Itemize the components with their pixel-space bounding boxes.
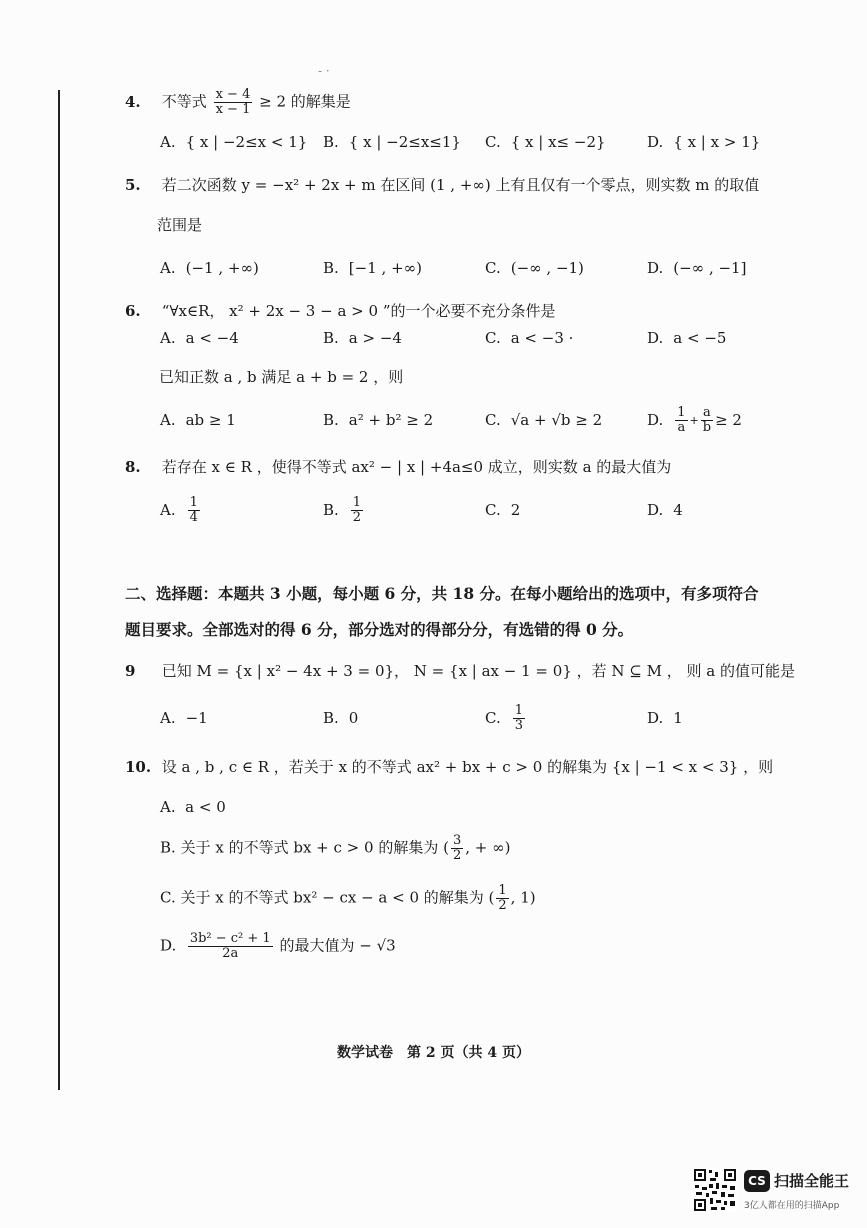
question-5-line2: 范围是 bbox=[157, 216, 203, 234]
question-4-options bbox=[160, 122, 777, 162]
fraction: $\frac{1}{2}$ bbox=[498, 883, 507, 913]
option-c[interactable]: C. { x | x≤ −2} bbox=[485, 133, 606, 151]
fraction: $\frac{1}{2}$ bbox=[352, 494, 362, 525]
option-d[interactable]: D. (−∞ , −1] bbox=[647, 259, 747, 277]
option-b[interactable]: B. { x | −2≤x≤1} bbox=[323, 133, 461, 151]
option-c[interactable]: C. 2 bbox=[485, 501, 521, 519]
page-footer: 数学试卷 第 2 页（共 4 页） bbox=[337, 1045, 530, 1061]
section-2-line2: 题目要求。全部选对的得 6 分，部分选对的得部分分，有选错的得 0 分。 bbox=[125, 620, 634, 639]
option-b[interactable]: B. a > −4 bbox=[323, 329, 402, 347]
question-9: 9 已知 M = {x | x² − 4x + 3 = 0}， N = {x | ax − 1 = 0} ，若 N ⊆ M ， 则 a 的值可能是 bbox=[125, 662, 795, 680]
option-d[interactable]: D. 1 bbox=[647, 709, 683, 727]
option-a[interactable]: A. $\frac{1}{4}$ bbox=[160, 494, 198, 525]
question-4: 4. 不等式 $\frac{x - 4}{x - 1}$ ≥ 2 的解集是 bbox=[125, 87, 351, 117]
fraction: $\frac{1}{3}$ bbox=[514, 702, 523, 733]
option-a[interactable]: A. ab ≥ 1 bbox=[160, 411, 236, 429]
option-c[interactable]: C. (−∞ , −1) bbox=[485, 259, 584, 277]
scanner-logo: CS bbox=[744, 1170, 770, 1192]
option-a[interactable]: A. a < −4 bbox=[160, 329, 239, 347]
scan-mark: - · bbox=[318, 64, 330, 78]
option-a[interactable]: A. { x | −2≤x < 1} bbox=[160, 133, 308, 151]
question-6: 6. “∀x∈R， x² + 2x − 3 − a > 0 ”的一个必要不充分条件是 bbox=[125, 302, 556, 320]
fraction: $\frac{a}{b}$ bbox=[702, 404, 712, 435]
question-6-options bbox=[160, 318, 777, 358]
option-c[interactable]: C. $\frac{1}{3}$ bbox=[485, 702, 523, 733]
option-c[interactable]: C. √a + √b ≥ 2 bbox=[485, 411, 603, 429]
option-b[interactable]: B. a² + b² ≥ 2 bbox=[323, 411, 434, 429]
section-2-line1: 二、选择题：本题共 3 小题，每小题 6 分，共 18 分。在每小题给出的选项中，有多项符合 bbox=[125, 584, 759, 603]
question-9-options bbox=[160, 698, 777, 738]
option-a[interactable]: A. −1 bbox=[160, 709, 208, 727]
scanner-tagline: 3亿人都在用的扫描App bbox=[744, 1201, 840, 1211]
question-10-option-a[interactable]: A. a < 0 bbox=[160, 798, 226, 816]
fraction: $\frac{1}{a}$ bbox=[677, 404, 686, 435]
option-c[interactable]: C. a < −3 · bbox=[485, 329, 574, 347]
question-7: 已知正数 a , b 满足 a + b = 2 ，则 bbox=[159, 368, 404, 386]
question-10-option-c[interactable]: C. 关于 x 的不等式 bx² − cx − a < 0 的解集为 ( $\frac{1}{2}$ , 1) bbox=[160, 883, 536, 913]
question-10-option-d[interactable]: D. $\frac{\text{3b² − c² + 1}}{2a}$ 的最大值为 − √3 bbox=[160, 931, 396, 961]
option-b[interactable]: B. 0 bbox=[323, 709, 359, 727]
question-7-options bbox=[160, 400, 777, 440]
question-8-options bbox=[160, 490, 777, 530]
scanner-name: 扫描全能王 bbox=[774, 1172, 850, 1190]
question-10-option-b[interactable]: B. 关于 x 的不等式 bx + c > 0 的解集为 ( $\frac{3}{2}$ , + ∞) bbox=[160, 833, 511, 863]
question-8: 8. 若存在 x ∈ R ，使得不等式 ax² − | x | +4a≤0 成立，则实数 a 的最大值为 bbox=[125, 458, 672, 476]
fraction: $\frac{1}{4}$ bbox=[189, 494, 198, 525]
fraction: $\frac{\text{3b² − c² + 1}}{2a}$ bbox=[189, 931, 271, 961]
option-b[interactable]: B. [−1 , +∞) bbox=[323, 259, 422, 277]
qr-code-icon bbox=[693, 1168, 737, 1212]
option-d[interactable]: D. 4 bbox=[647, 501, 683, 519]
option-d[interactable]: D. { x | x > 1} bbox=[647, 133, 761, 151]
option-d[interactable]: D. $\frac{1}{a}$ + $\frac{a}{b}$ ≥ 2 bbox=[647, 404, 742, 435]
option-a[interactable]: A. (−1 , +∞) bbox=[160, 259, 259, 277]
option-b[interactable]: B. $\frac{1}{2}$ bbox=[323, 494, 362, 525]
question-5: 5. 若二次函数 y = −x² + 2x + m 在区间 (1 , +∞) 上有且仅有一个零点，则实数 m 的取值 bbox=[125, 176, 760, 194]
question-5-options bbox=[160, 248, 777, 288]
question-10: 10. 设 a , b , c ∈ R ，若关于 x 的不等式 ax² + bx + c > 0 的解集为 {x | −1 < x < 3} ，则 bbox=[125, 758, 774, 776]
fraction: $\frac{3}{2}$ bbox=[452, 833, 462, 863]
fraction: $\frac{x - 4}{x - 1}$ bbox=[215, 87, 251, 117]
margin-line bbox=[58, 90, 60, 1090]
option-d[interactable]: D. a < −5 bbox=[647, 329, 727, 347]
